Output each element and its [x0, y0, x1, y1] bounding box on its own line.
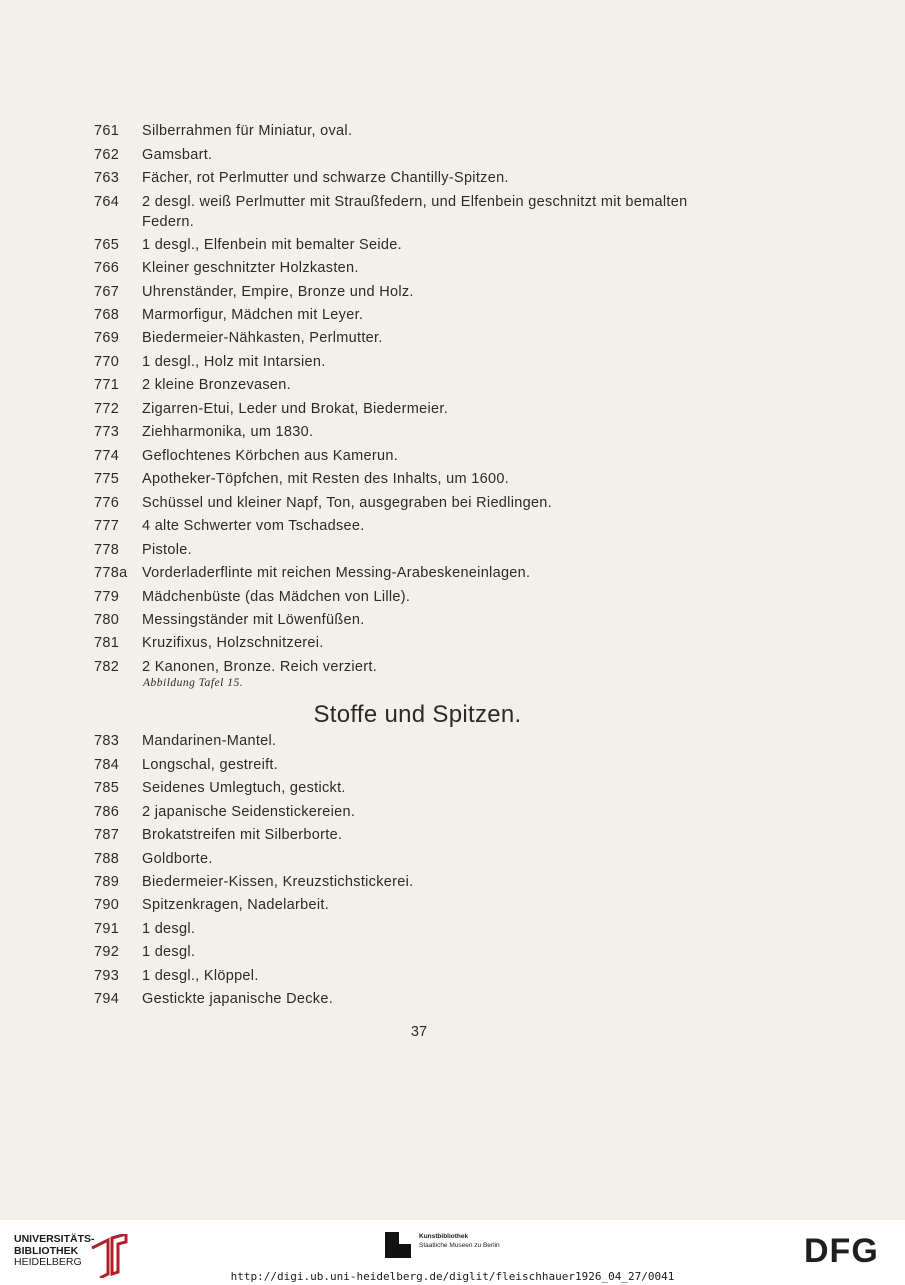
lot-number: 762 — [94, 147, 120, 163]
lot-number: 777 — [94, 518, 120, 534]
lot-780 — [94, 610, 744, 630]
ub-line-3: HEIDELBERG — [14, 1256, 82, 1268]
lot-775 — [94, 469, 744, 489]
lot-number: 768 — [94, 307, 120, 323]
lot-number: 767 — [94, 284, 120, 300]
lot-description: Schüssel und kleiner Napf, Ton, ausgegraben bei Riedlingen. — [142, 495, 552, 511]
lot-766 — [94, 258, 744, 278]
lot-793 — [94, 966, 744, 986]
lot-description: Messingständer mit Löwenfüßen. — [142, 612, 365, 628]
plate-reference: Abbildung Tafel 15. — [143, 677, 244, 689]
lot-765 — [94, 235, 744, 255]
lot-description: 1 desgl. — [142, 921, 196, 937]
kunstbibliothek-logo[interactable] — [385, 1230, 565, 1262]
lot-769 — [94, 328, 744, 348]
lot-number: 763 — [94, 170, 120, 186]
lot-description: Fächer, rot Perlmutter und schwarze Chantilly-Spitzen. — [142, 170, 509, 186]
lot-number: 788 — [94, 851, 120, 867]
lot-description: Zigarren-Etui, Leder und Brokat, Biedermeier. — [142, 401, 449, 417]
lot-number: 770 — [94, 354, 120, 370]
lot-number: 771 — [94, 377, 120, 393]
kb-line-1: Kunstbibliothek — [419, 1233, 469, 1240]
lot-number: 764 — [94, 194, 120, 210]
lot-description: Geflochtenes Körbchen aus Kamerun. — [142, 448, 399, 464]
lot-description: Kleiner geschnitzter Holzkasten. — [142, 260, 359, 276]
lot-description: Gamsbart. — [142, 147, 213, 163]
lot-792 — [94, 942, 744, 962]
lot-description: Vorderladerflinte mit reichen Messing-Arabeskeneinlagen. — [142, 565, 531, 581]
lot-description: Ziehharmonika, um 1830. — [142, 424, 314, 440]
lot-number: 775 — [94, 471, 120, 487]
lot-description: Spitzenkragen, Nadelarbeit. — [142, 897, 330, 913]
lot-777 — [94, 516, 744, 536]
lot-description: Pistole. — [142, 542, 192, 558]
lot-number: 784 — [94, 757, 120, 773]
lot-number: 769 — [94, 330, 120, 346]
lot-number: 774 — [94, 448, 120, 464]
lot-number: 794 — [94, 991, 120, 1007]
lot-number: 765 — [94, 237, 120, 253]
lot-767 — [94, 282, 744, 302]
lot-768 — [94, 305, 744, 325]
lot-764 — [94, 192, 744, 232]
lot-description: 2 Kanonen, Bronze. Reich verziert. — [142, 659, 378, 675]
lot-782 — [94, 657, 744, 677]
lot-description: Mädchenbüste (das Mädchen von Lille). — [142, 589, 411, 605]
permalink-url[interactable]: http://digi.ub.uni-heidelberg.de/diglit/fleischhauer1926_04_27/0041 — [230, 1270, 675, 1283]
kunstbibliothek-emblem-icon — [385, 1232, 411, 1258]
lot-number: 773 — [94, 424, 120, 440]
lot-778a — [94, 563, 744, 583]
lot-description: Brokatstreifen mit Silberborte. — [142, 827, 343, 843]
lot-771 — [94, 375, 744, 395]
lot-description: Longschal, gestreift. — [142, 757, 279, 773]
lot-772 — [94, 399, 744, 419]
lot-description: 1 desgl., Klöppel. — [142, 968, 259, 984]
lot-description: Goldborte. — [142, 851, 213, 867]
digitization-footer — [0, 1220, 905, 1285]
lot-number: 782 — [94, 659, 120, 675]
lot-784 — [94, 755, 744, 775]
lot-number: 779 — [94, 589, 120, 605]
lot-789 — [94, 872, 744, 892]
lot-787 — [94, 825, 744, 845]
lot-description: 1 desgl. — [142, 944, 196, 960]
lot-description: Marmorfigur, Mädchen mit Leyer. — [142, 307, 364, 323]
lot-description: Gestickte japanische Decke. — [142, 991, 334, 1007]
lot-number: 789 — [94, 874, 120, 890]
lot-number: 778a — [94, 565, 128, 581]
lot-number: 785 — [94, 780, 120, 796]
kunstbibliothek-wordmark — [419, 1232, 500, 1250]
lot-description: 2 japanische Seidenstickereien. — [142, 804, 356, 820]
ub-line-1: UNIVERSITÄTS- — [14, 1233, 95, 1245]
lot-description: Biedermeier-Kissen, Kreuzstichstickerei. — [142, 874, 414, 890]
lot-number: 791 — [94, 921, 120, 937]
lot-description: Silberrahmen für Miniatur, oval. — [142, 123, 353, 139]
lot-762 — [94, 145, 744, 165]
lot-number: 793 — [94, 968, 120, 984]
lot-description: Uhrenständer, Empire, Bronze und Holz. — [142, 284, 414, 300]
lot-number: 790 — [94, 897, 120, 913]
page-number: 37 — [410, 1024, 428, 1040]
lot-770 — [94, 352, 744, 372]
lot-number: 792 — [94, 944, 120, 960]
lot-description: Seidenes Umlegtuch, gestickt. — [142, 780, 346, 796]
kb-line-2: Staatliche Museen zu Berlin — [419, 1242, 500, 1249]
lot-776 — [94, 493, 744, 513]
lot-785 — [94, 778, 744, 798]
lot-description: 4 alte Schwerter vom Tschadsee. — [142, 518, 365, 534]
lot-number: 781 — [94, 635, 120, 651]
lot-774 — [94, 446, 744, 466]
lot-781 — [94, 633, 744, 653]
lot-790 — [94, 895, 744, 915]
lot-number: 783 — [94, 733, 120, 749]
lot-763 — [94, 168, 744, 188]
lot-783 — [94, 731, 744, 751]
lot-number: 778 — [94, 542, 120, 558]
lot-number: 766 — [94, 260, 120, 276]
lot-788 — [94, 849, 744, 869]
lot-description: 2 desgl. weiß Perlmutter mit Straußfedern, und Elfenbein geschnitzt mit bemalten Federn. — [142, 194, 688, 230]
lot-number: 780 — [94, 612, 120, 628]
lot-description: Biedermeier-Nähkasten, Perlmutter. — [142, 330, 383, 346]
lot-description: Mandarinen-Mantel. — [142, 733, 277, 749]
lot-number: 787 — [94, 827, 120, 843]
lot-description: Kruzifixus, Holzschnitzerei. — [142, 635, 324, 651]
lot-number: 772 — [94, 401, 120, 417]
section-heading: Stoffe und Spitzen. — [313, 701, 522, 728]
lot-773 — [94, 422, 744, 442]
lot-794 — [94, 989, 744, 1009]
lot-761 — [94, 121, 744, 141]
lot-number: 786 — [94, 804, 120, 820]
lot-description: 1 desgl., Holz mit Intarsien. — [142, 354, 326, 370]
dfg-logo[interactable]: DFG — [804, 1232, 879, 1270]
lot-779 — [94, 587, 744, 607]
lot-786 — [94, 802, 744, 822]
ub-heidelberg-wordmark — [14, 1234, 98, 1269]
lot-number: 776 — [94, 495, 120, 511]
lot-791 — [94, 919, 744, 939]
lot-description: Apotheker-Töpfchen, mit Resten des Inhalts, um 1600. — [142, 471, 510, 487]
ub-line-2: BIBLIOTHEK — [14, 1244, 79, 1257]
lot-778 — [94, 540, 744, 560]
lot-description: 2 kleine Bronzevasen. — [142, 377, 291, 393]
lot-number: 761 — [94, 123, 120, 139]
lot-description: 1 desgl., Elfenbein mit bemalter Seide. — [142, 237, 402, 253]
